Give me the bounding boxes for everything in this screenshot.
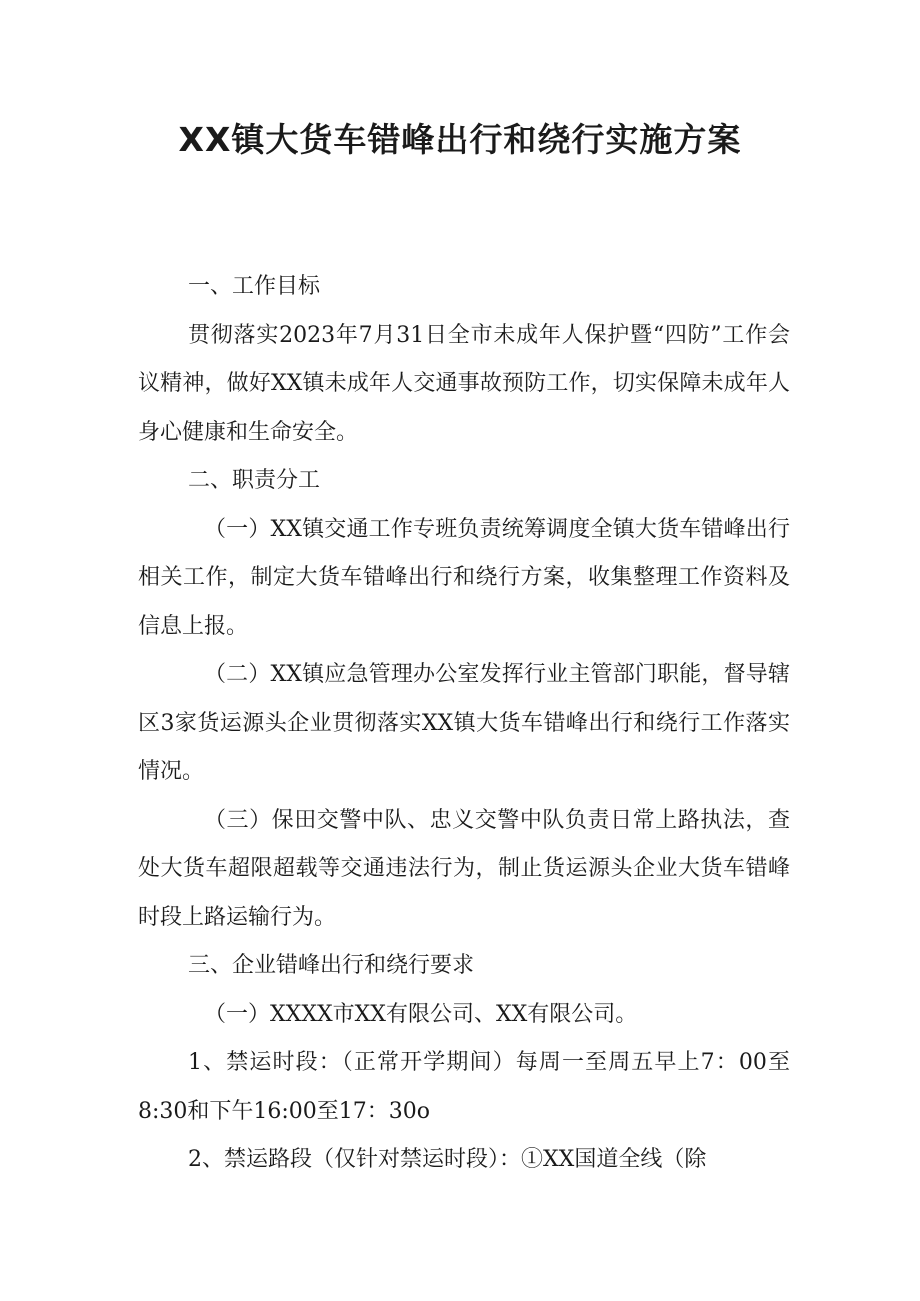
section-heading-goals: 一、工作目标 bbox=[188, 274, 321, 299]
paragraph-duty-2: （二）XX镇应急管理办公室发挥行业主管部门职能，督导辖区3家货运源头企业贯彻落实XX镇大货车错峰出行和绕行工作落实情况。 bbox=[138, 662, 790, 784]
paragraph-restricted-times: 1、禁运时段：（正常开学期间）每周一至周五早上7：00至8:30和下午16:00至17：30o bbox=[138, 1050, 790, 1124]
paragraph-companies: （一）XXXX市XX有限公司、XX有限公司。 bbox=[204, 1001, 638, 1027]
section-heading-requirements: 三、企业错峰出行和绕行要求 bbox=[188, 953, 475, 978]
document-body bbox=[138, 263, 790, 1185]
paragraph-restricted-roads: 2、禁运路段（仅针对禁运时段）：①XX国道全线（除 bbox=[188, 1147, 707, 1172]
document-title: XX镇大货车错峰出行和绕行实施方案 bbox=[178, 120, 742, 159]
paragraph-duty-3: （三）保田交警中队、忠义交警中队负责日常上路执法，查处大货车超限超载等交通违法行为，制止货运源头企业大货车错峰时段上路运输行为。 bbox=[138, 807, 790, 930]
section-heading-duties: 二、职责分工 bbox=[188, 468, 321, 493]
paragraph-duty-1: （一）XX镇交通工作专班负责统筹调度全镇大货车错峰出行相关工作，制定大货车错峰出行和绕行方案，收集整理工作资料及信息上报。 bbox=[138, 516, 790, 639]
paragraph-goals: 贯彻落实2023年7月31日全市未成年人保护暨“四防”工作会议精神，做好XX镇未成年人交通事故预防工作，切实保障未成年人身心健康和生命安全。 bbox=[138, 322, 790, 445]
